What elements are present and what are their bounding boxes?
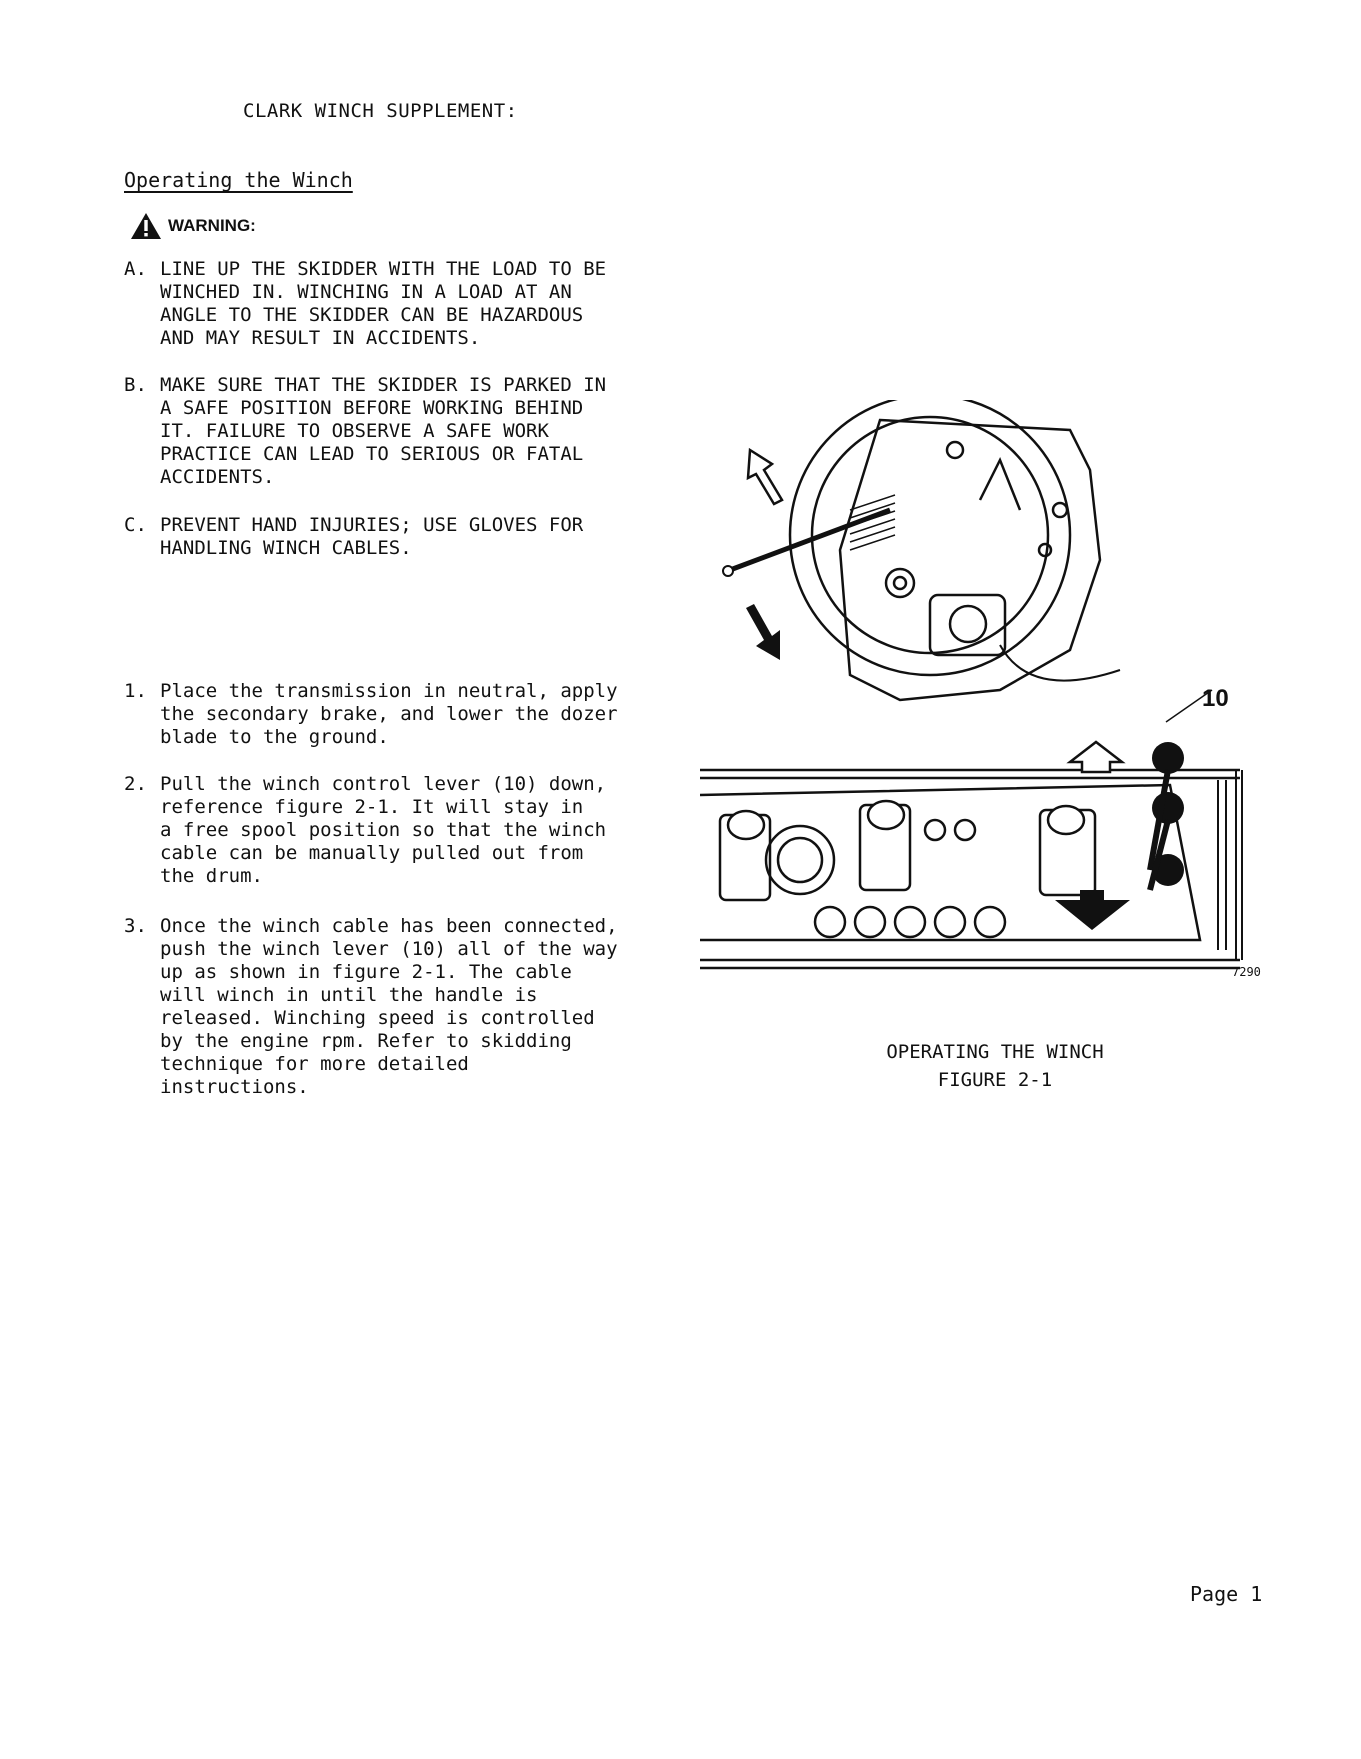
step-3 xyxy=(124,915,618,1099)
warning-header xyxy=(130,212,256,240)
step-label: 2. xyxy=(124,773,147,795)
step-label: 3. xyxy=(124,915,147,937)
cable-hook xyxy=(723,566,733,576)
arrow-up-icon xyxy=(1070,742,1122,772)
winch-cable xyxy=(730,510,890,570)
item-text: LINE UP THE SKIDDER WITH THE LOAD TO BE WINCHED IN. WINCHING IN A LOAD AT AN ANGLE TO THE SKIDDER CAN BE HAZARDOUS AND MAY RESULT IN ACCIDENTS. xyxy=(160,258,607,349)
warning-item-b xyxy=(124,374,606,489)
arrow-in-icon xyxy=(746,604,780,660)
step-1 xyxy=(124,680,618,749)
figure-caption xyxy=(860,1038,1130,1094)
warning-triangle-icon xyxy=(130,212,162,240)
callout-10: 10 xyxy=(1202,685,1229,712)
item-text: MAKE SURE THAT THE SKIDDER IS PARKED IN A SAFE POSITION BEFORE WORKING BEHIND IT. FAILURE TO OBSERVE A SAFE WORK PRACTICE CAN LEAD TO SERIOUS OR FATAL ACCIDENTS. xyxy=(160,374,607,488)
warning-item-a xyxy=(124,258,606,350)
caption-figure-number: FIGURE 2-1 xyxy=(937,1069,1053,1091)
control-panel xyxy=(700,785,1200,940)
image-code: 7290 xyxy=(1232,965,1261,979)
arrow-out-icon xyxy=(748,450,782,504)
winch-lever-knob xyxy=(1152,742,1184,774)
winch-illustration xyxy=(700,400,1280,1000)
step-text: Pull the winch control lever (10) down, reference figure 2-1. It will stay in a free spool position so that the winch cable can be manually pulled out from the drum. xyxy=(160,773,607,887)
section-heading: Operating the Winch xyxy=(124,168,353,192)
winch-housing xyxy=(840,420,1100,700)
item-text: PREVENT HAND INJURIES; USE GLOVES FOR HANDLING WINCH CABLES. xyxy=(160,514,584,559)
warning-label: WARNING: xyxy=(168,216,256,235)
item-label: C. xyxy=(124,514,147,536)
step-text: Place the transmission in neutral, apply the secondary brake, and lower the dozer blade to the ground. xyxy=(160,680,618,748)
page-number: Page 1 xyxy=(1190,1582,1263,1606)
step-2 xyxy=(124,773,606,888)
warning-item-c xyxy=(124,514,583,560)
caption-title: OPERATING THE WINCH xyxy=(886,1041,1104,1063)
item-label: B. xyxy=(124,374,147,396)
item-label: A. xyxy=(124,258,147,280)
supplement-title: CLARK WINCH SUPPLEMENT: xyxy=(243,100,518,122)
step-text: Once the winch cable has been connected, push the winch lever (10) all of the way up as shown in figure 2-1. The cable will winch in until the handle is released. Winching speed is controlled by the engine rpm. Refer to skidding technique for more detailed instructions. xyxy=(160,915,618,1098)
step-label: 1. xyxy=(124,680,147,702)
